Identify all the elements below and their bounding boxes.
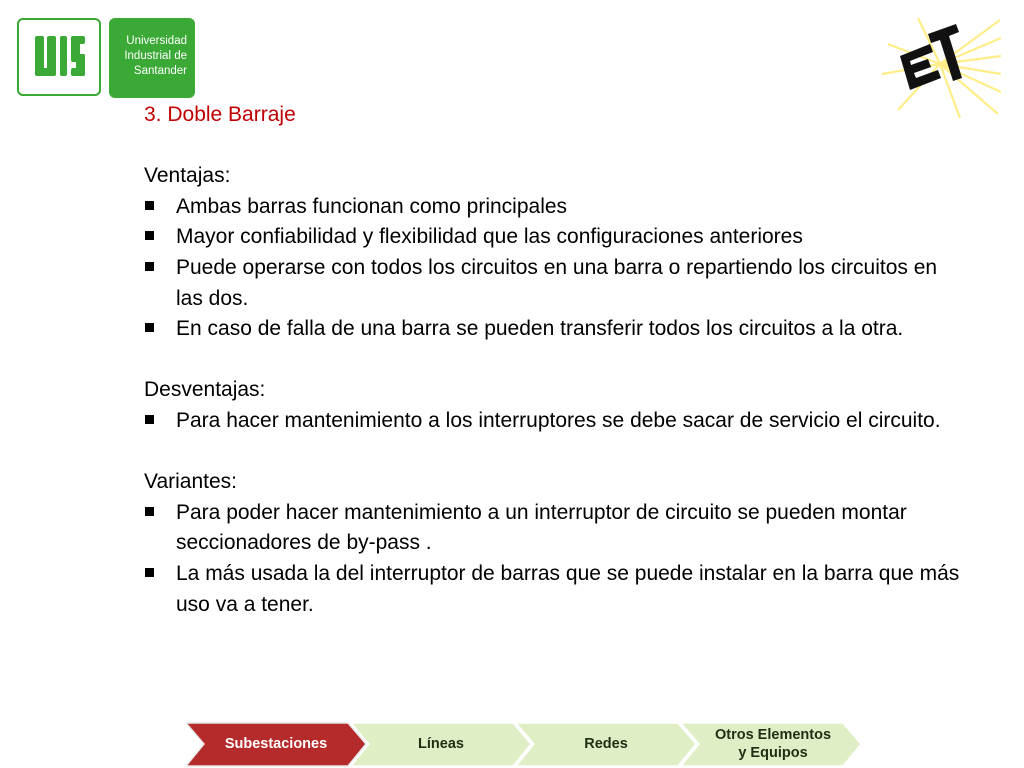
tab-lineas[interactable] [369, 722, 513, 766]
section-nav [186, 722, 862, 768]
list-item [144, 253, 964, 314]
list-item [144, 314, 964, 345]
list-item [144, 406, 964, 437]
slide-content [144, 100, 964, 620]
uis-monogram-icon [17, 18, 101, 96]
slide-title: 3. Doble Barraje [144, 103, 296, 126]
tab-subestaciones[interactable] [204, 722, 348, 766]
tab-redes[interactable] [534, 722, 678, 766]
list-item [144, 559, 964, 620]
list-item-text: En caso de falla de una barra se pueden transferir todos los circuitos a la otra. [176, 317, 904, 341]
list-item-text: Para poder hacer mantenimiento a un interruptor de circuito se pueden montar seccionadores de by-pass . [176, 500, 907, 555]
bullet-square-icon [145, 568, 154, 577]
tab-otros-elementos[interactable] [699, 722, 847, 766]
uis-name-plate [109, 18, 195, 98]
uis-logo [17, 18, 195, 98]
list-item-text: Mayor confiabilidad y flexibilidad que las configuraciones anteriores [176, 225, 803, 249]
list-item-text: La más usada la del interruptor de barras que se puede instalar en la barra que más uso va a tener. [176, 561, 960, 616]
list-item [144, 192, 964, 223]
uis-name-line-3: Santander [133, 65, 187, 77]
tab-lineas-label: Líneas [418, 736, 464, 752]
list-item [144, 222, 964, 253]
list-item-text: Ambas barras funcionan como principales [176, 194, 568, 218]
tab-otros-label-line2: y Equipos [738, 745, 808, 761]
bullet-square-icon [145, 415, 154, 424]
list-item-text: Puede operarse con todos los circuitos en una barra o repartiendo los circuitos en las dos. [176, 255, 938, 310]
tab-subestaciones-label: Subestaciones [224, 736, 328, 752]
section-heading-variantes: Variantes: [144, 470, 237, 494]
list-item [144, 498, 964, 559]
ventajas-list [144, 192, 964, 345]
section-heading-ventajas: Ventajas: [144, 164, 231, 188]
uis-name-line-2: Industrial de [124, 50, 187, 62]
bullet-square-icon [145, 323, 154, 332]
uis-name-line-1: Universidad [126, 35, 187, 47]
desventajas-list [144, 406, 964, 437]
bullet-square-icon [145, 507, 154, 516]
bullet-square-icon [145, 231, 154, 240]
tab-otros-label-line1: Otros Elementos [714, 727, 832, 743]
bullet-square-icon [145, 201, 154, 210]
section-heading-desventajas: Desventajas: [144, 378, 266, 402]
bullet-square-icon [145, 262, 154, 271]
tab-redes-label: Redes [584, 736, 628, 752]
list-item-text: Para hacer mantenimiento a los interruptores se debe sacar de servicio el circuito. [176, 408, 941, 432]
variantes-list [144, 498, 964, 620]
